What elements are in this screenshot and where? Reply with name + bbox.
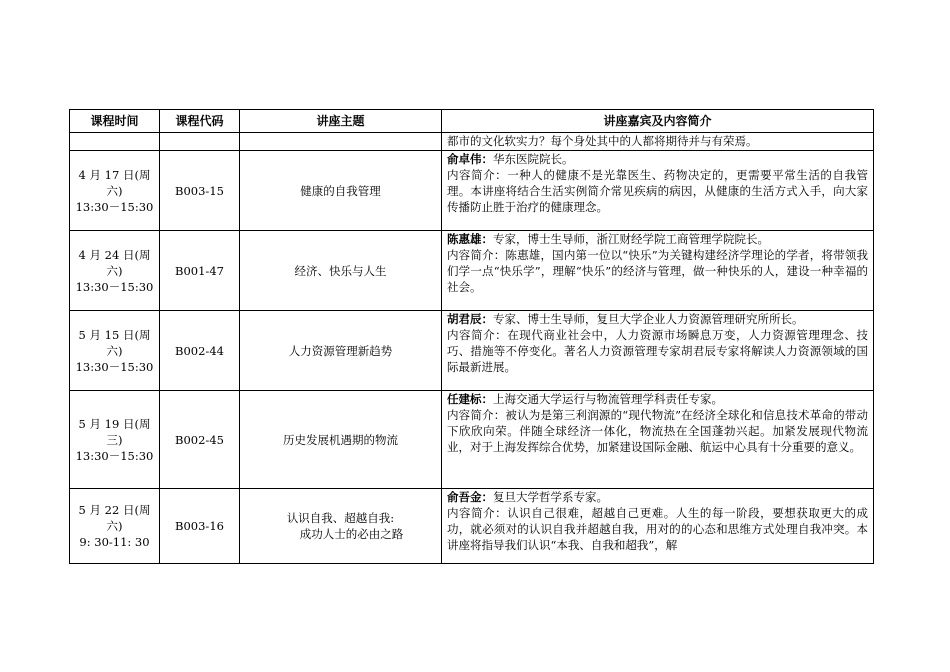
table-row [70, 311, 874, 391]
lecture-schedule-table [69, 109, 874, 564]
guest-intro-cell [442, 151, 874, 231]
lecture-topic-line: 健康的自我管理 [300, 183, 381, 198]
lecture-description: 内容简介：认识自己很难，超越自己更难。人生的每一阶段，要想获取更大的成功，就必须对的认识自我并超越自我，用对的的心态和思维方式处理自我冲突。本讲座将指导我们认识“本我、自我和超我”，解 [447, 506, 868, 552]
table-row [70, 151, 874, 231]
lecture-topic [240, 489, 442, 564]
lecture-topic-line: 成功人士的必由之路 [299, 527, 404, 541]
course-time-cell [70, 489, 160, 564]
header-course-time: 课程时间 [70, 110, 160, 133]
course-time-cell [70, 151, 160, 231]
lecture-topic-line: 认识自我、超越自我: [286, 511, 395, 525]
table-row-continuation [70, 133, 874, 151]
lecture-description: 内容简介：一种人的健康不是光靠医生、药物决定的，更需要平常生活的自我管理。本讲座将结合生活实例简介常见疾病的病因，从健康的生活方式入手，向大家传播防止胜于治疗的健康理念。 [447, 168, 868, 214]
course-date: 5 月 22 日(周六) [78, 503, 151, 533]
lecture-description: 内容简介：在现代商业社会中，人力资源市场瞬息万变，人力资源管理理念、技巧、措施等不停变化。著名人力资源管理专家胡君辰专家将解读人力资源领域的国际最新进展。 [447, 328, 868, 374]
course-code: B003-15 [160, 151, 240, 231]
guest-intro-cell [442, 489, 874, 564]
course-hours: 13:30－15:30 [75, 279, 154, 294]
course-date: 5 月 15 日(周六) [78, 327, 151, 358]
lecture-topic-line: 经济、快乐与人生 [294, 263, 387, 278]
course-time-cell [70, 391, 160, 489]
guest-name: 俞卓伟： [447, 152, 493, 166]
course-code: B003-16 [160, 489, 240, 564]
table-row [70, 391, 874, 489]
lecture-description: 内容简介：被认为是第三利润源的“现代物流”在经济全球化和信息技术革命的带动下欣欣向荣。伴随全球经济一体化，物流热在全国蓬勃兴起。加紧发展现代物流业，对于上海发挥综合优势，加紧建设国际金融、航运中心具有十分重要的意义。 [447, 408, 868, 454]
lecture-topic-line: 人力资源管理新趋势 [288, 343, 393, 358]
table-row [70, 231, 874, 311]
guest-name: 胡君辰： [447, 312, 493, 326]
course-code: B001-47 [160, 231, 240, 311]
guest-intro-cell [442, 311, 874, 391]
continuation-text: 都市的文化软实力？每个身处其中的人都将期待并与有荣焉。 [442, 133, 874, 151]
course-code: B002-44 [160, 311, 240, 391]
course-time-cell [70, 311, 160, 391]
lecture-topic-line: 历史发展机遇期的物流 [283, 432, 398, 447]
guest-name: 俞吾金： [447, 490, 493, 504]
course-date: 4 月 24 日(周六) [78, 247, 151, 278]
guest-intro-cell [442, 231, 874, 311]
guest-title: 上海交通大学运行与物流管理学科责任专家。 [493, 392, 723, 406]
guest-title: 华东医院院长。 [493, 152, 574, 166]
header-course-code: 课程代码 [160, 110, 240, 133]
table-row [70, 489, 874, 564]
guest-name: 陈惠雄： [447, 232, 493, 246]
course-code: B002-45 [160, 391, 240, 489]
course-hours: 13:30－15:30 [75, 359, 154, 374]
guest-title: 专家，博士生导师，浙江财经学院工商管理学院院长。 [493, 232, 769, 246]
header-lecture-topic: 讲座主题 [240, 110, 442, 133]
lecture-topic [240, 391, 442, 489]
guest-name: 任建标： [447, 392, 493, 406]
guest-title: 复旦大学哲学系专家。 [493, 490, 608, 504]
course-date: 5 月 19 日(周三) [78, 416, 151, 447]
lecture-topic [240, 231, 442, 311]
course-time-cell [70, 231, 160, 311]
course-date: 4 月 17 日(周六) [78, 167, 151, 198]
lecture-topic [240, 311, 442, 391]
table-header-row [70, 110, 874, 133]
course-hours: 13:30－15:30 [75, 448, 154, 463]
guest-intro-cell [442, 391, 874, 489]
course-hours: 13:30－15:30 [75, 199, 154, 214]
lecture-topic [240, 151, 442, 231]
course-hours: 9: 30-11: 30 [79, 535, 150, 549]
guest-title: 专家、博士生导师，复旦大学企业人力资源管理研究所所长。 [493, 312, 804, 326]
lecture-description: 内容简介：陈惠雄，国内第一位以“快乐”为关键构建经济学理论的学者，将带领我们学一点“快乐学”，理解“快乐”的经济与管理，做一种快乐的人，建设一种幸福的社会。 [447, 248, 868, 294]
header-guest-intro: 讲座嘉宾及内容简介 [442, 110, 874, 133]
